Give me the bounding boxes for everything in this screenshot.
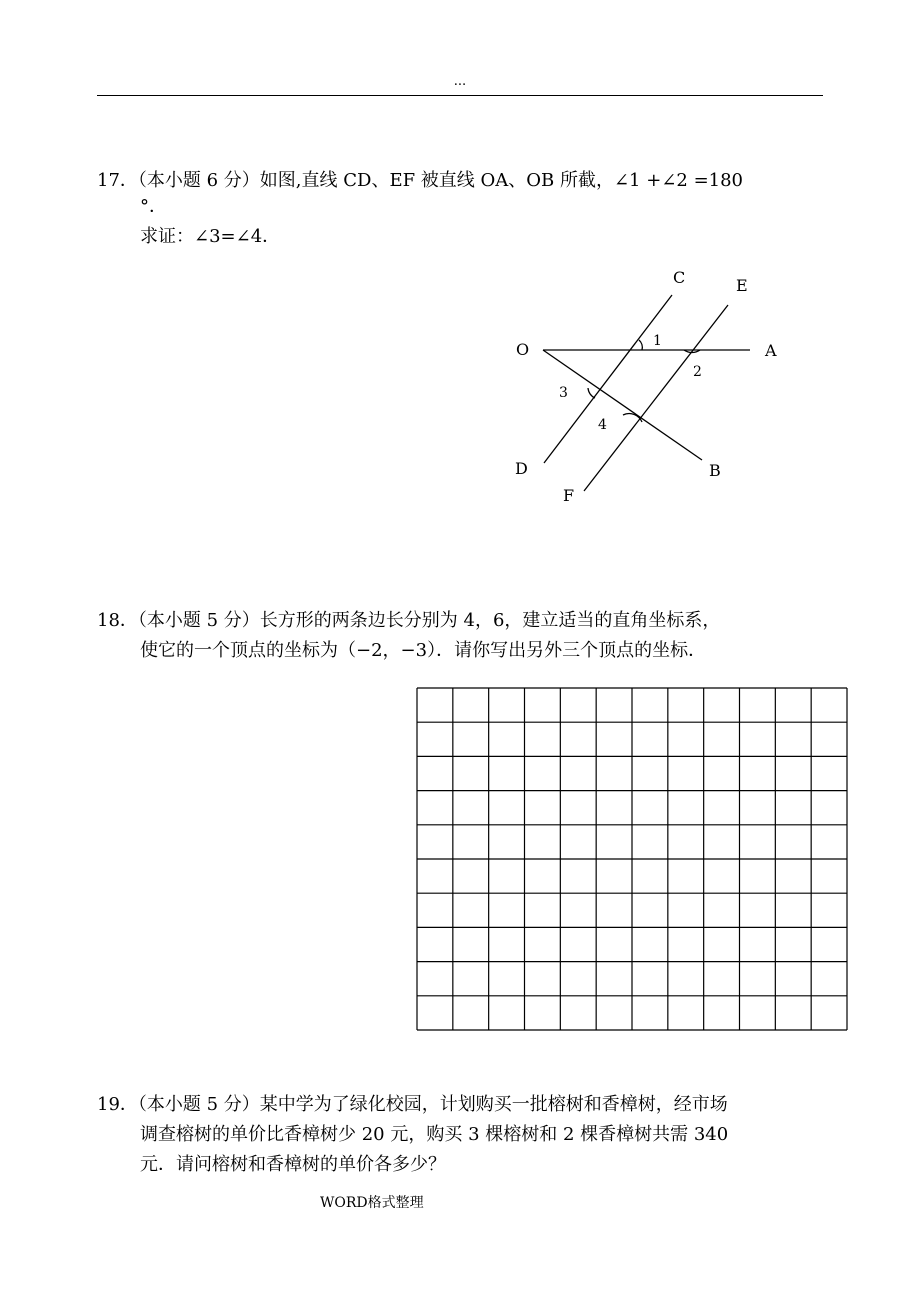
q19-text-line1: 19．（本小题 5 分）某中学为了绿化校园，计划购买一批榕树和香樟树，经市场 [97, 1094, 728, 1115]
label-F: F [563, 486, 575, 505]
q18-text-line2: 使它的一个顶点的坐标为（−2，−3）．请你写出另外三个顶点的坐标． [140, 640, 707, 661]
header-rule [97, 95, 823, 96]
label-C: C [673, 268, 686, 287]
q17-text-line3: 求证：∠3=∠4． [140, 226, 281, 247]
angle-1-arc [639, 340, 642, 350]
footer-text: WORD格式整理 [320, 1195, 424, 1211]
label-E: E [736, 276, 748, 295]
label-A: A [765, 341, 777, 360]
q17-text-line2: °． [140, 196, 167, 217]
label-angle-2: 2 [693, 364, 702, 380]
line-CD [544, 295, 672, 463]
label-D: D [515, 459, 528, 478]
label-B: B [709, 461, 721, 480]
q18-text-line1: 18．（本小题 5 分）长方形的两条边长分别为 4，6，建立适当的直角坐标系， [97, 610, 721, 631]
q17-text-line1: 17．（本小题 6 分）如图,直线 CD、EF 被直线 OA、OB 所截，∠1 +∠2 =180 [97, 170, 744, 191]
label-angle-3: 3 [559, 385, 568, 401]
geometry-figure [500, 260, 800, 510]
q19-text-line2: 调查榕树的单价比香樟树少 20 元，购买 3 棵榕树和 2 棵香樟树共需 340 [140, 1124, 729, 1145]
header-mark: ... [453, 74, 467, 89]
label-O: O [516, 340, 530, 359]
grid-figure [415, 686, 849, 1032]
line-OB [543, 350, 702, 460]
q19-text-line3: 元．请问榕树和香樟树的单价各多少？ [140, 1154, 446, 1175]
label-angle-4: 4 [598, 417, 607, 433]
label-angle-1: 1 [653, 333, 662, 349]
